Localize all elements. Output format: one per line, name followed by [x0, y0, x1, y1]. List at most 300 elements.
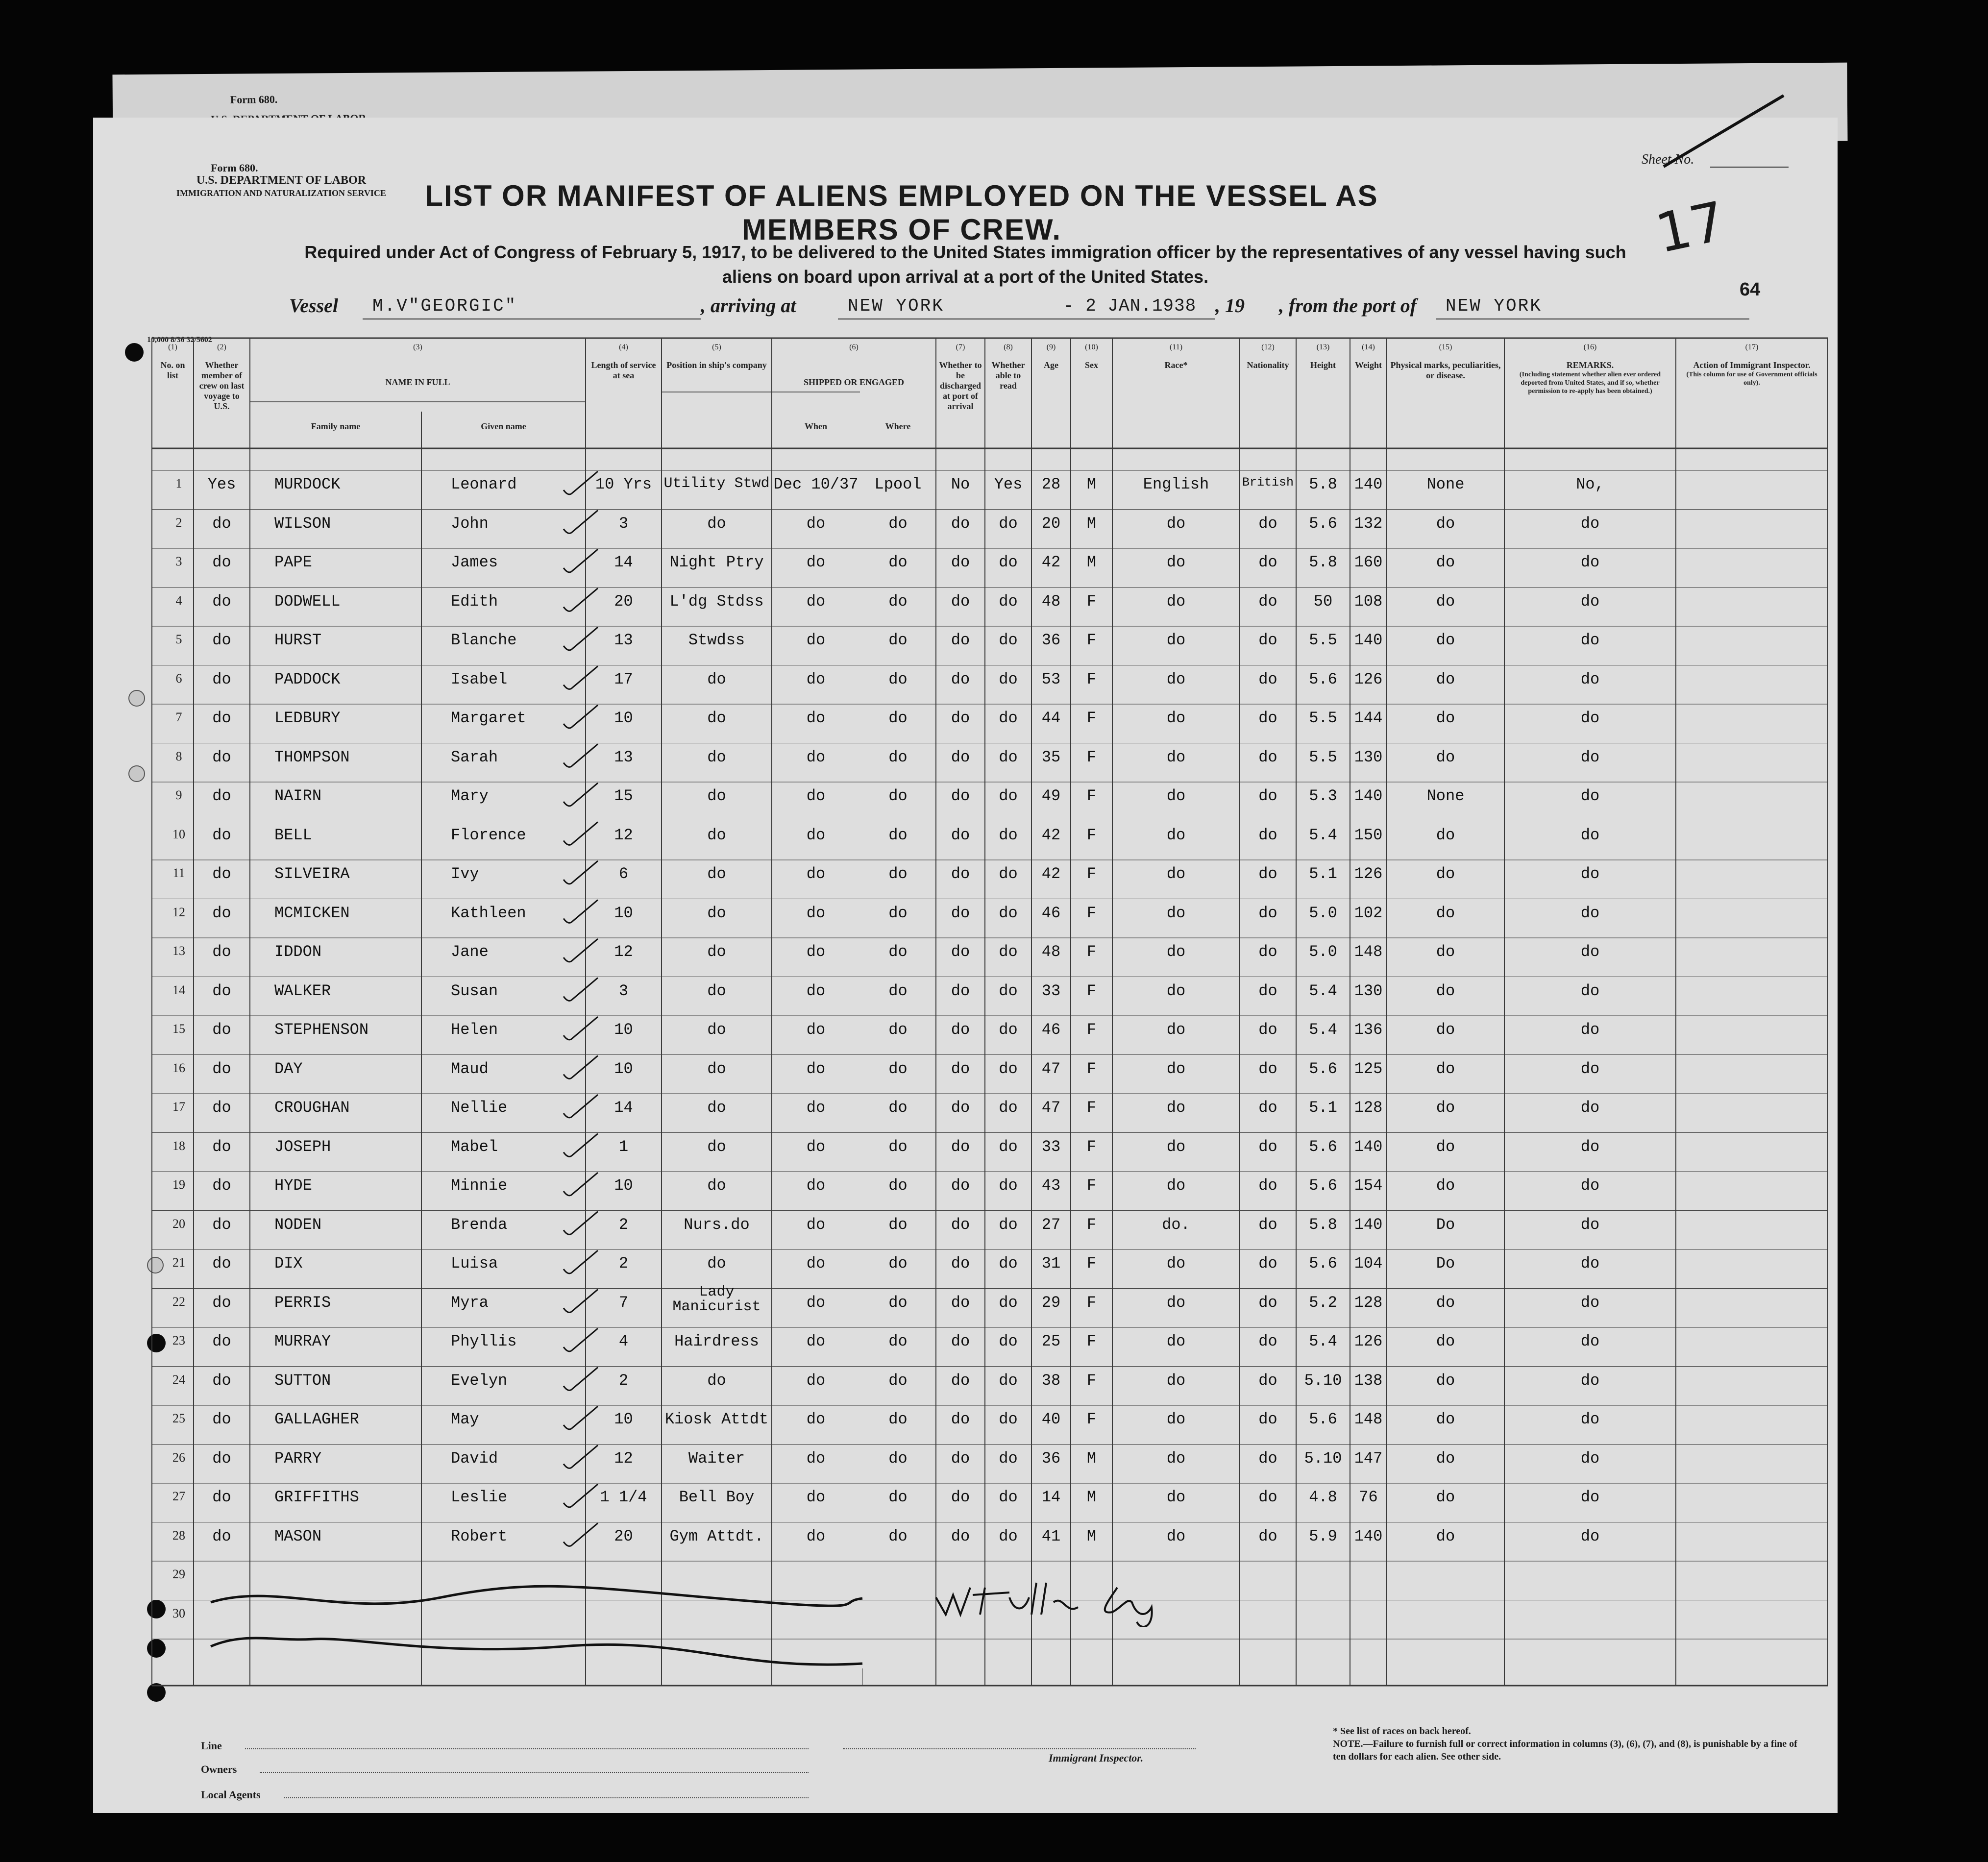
table-cell: do — [1166, 592, 1186, 611]
table-cell: do — [212, 865, 231, 883]
table-cell: do — [212, 1176, 231, 1195]
table-cell: do — [1258, 904, 1277, 922]
table-cell: THOMPSON — [274, 748, 350, 766]
table-cell: Myra — [451, 1293, 489, 1312]
table-cell: do — [999, 1527, 1018, 1545]
table-cell: L'dg Stdss — [669, 592, 764, 611]
row-number: 23 — [172, 1333, 185, 1348]
table-cell: 5.1 — [1309, 1099, 1337, 1117]
table-cell: do — [1258, 1332, 1277, 1350]
table-cell: 2 — [618, 1371, 629, 1390]
table-cell: do — [212, 1254, 231, 1273]
column-number: (1) — [168, 343, 177, 351]
arriving-at: NEW YORK — [848, 296, 944, 316]
table-cell: do — [1436, 1410, 1455, 1428]
table-cell: Ivy — [451, 865, 479, 883]
table-cell: NAIRN — [274, 787, 322, 805]
table-cell: do — [999, 514, 1018, 533]
table-cell: do — [1166, 943, 1186, 961]
table-cell: do — [1436, 670, 1455, 688]
table-cell: NODEN — [274, 1215, 322, 1234]
table-cell: do — [806, 631, 826, 649]
table-cell: do — [212, 670, 231, 688]
table-cell: 12 — [614, 826, 633, 844]
table-cell: do — [951, 1410, 970, 1428]
table-cell: F — [1086, 1059, 1097, 1078]
table-cell: do — [1166, 1371, 1186, 1390]
table-cell: do — [707, 787, 726, 805]
table-cell: 140 — [1354, 631, 1383, 649]
table-cell: do — [951, 709, 970, 727]
table-cell: do — [806, 748, 826, 766]
table-cell: do — [806, 981, 826, 1000]
table-cell: do — [1166, 1099, 1186, 1117]
footer-note-penalty: NOTE.—Failure to furnish full or correct information in columns (3), (6), (7), and (8), is punishable by a fine of ten dollars for each alien. See other side. — [1333, 1739, 1797, 1762]
table-cell: do — [1166, 787, 1186, 805]
table-cell: No, — [1576, 475, 1604, 493]
row-number: 6 — [175, 671, 182, 686]
table-cell: do — [212, 631, 231, 649]
table-cell: do — [212, 943, 231, 961]
table-cell: do — [888, 1021, 908, 1039]
table-cell: Isabel — [451, 670, 508, 688]
table-cell: 1 1/4 — [600, 1488, 647, 1506]
table-cell: do — [951, 1176, 970, 1195]
table-cell: 128 — [1354, 1293, 1383, 1312]
table-cell: do — [1166, 670, 1186, 688]
date-stamp: - 2 JAN.1938 — [1063, 296, 1197, 316]
column-header: Sex — [1085, 360, 1098, 370]
table-cell: MASON — [274, 1527, 322, 1545]
table-cell: do — [212, 1099, 231, 1117]
table-cell: HYDE — [274, 1176, 312, 1195]
table-cell: 10 — [614, 1021, 633, 1039]
table-cell: do — [951, 826, 970, 844]
table-cell: 147 — [1354, 1449, 1383, 1468]
table-cell: MURRAY — [274, 1332, 331, 1350]
vessel-name: M.V"GEORGIC" — [372, 296, 517, 316]
table-cell: do — [951, 1099, 970, 1117]
table-cell: do — [999, 1410, 1018, 1428]
table-cell: Lady Manicurist — [672, 1283, 761, 1315]
table-cell: do — [888, 1527, 908, 1545]
cancel-squiggle-29 — [211, 1586, 862, 1606]
table-cell: do — [707, 1371, 726, 1390]
table-cell: MURDOCK — [274, 475, 341, 493]
table-cell: do — [888, 553, 908, 571]
table-cell: 41 — [1041, 1527, 1061, 1545]
table-cell: do — [951, 1449, 970, 1468]
table-cell: GALLAGHER — [274, 1410, 359, 1428]
table-cell: PERRIS — [274, 1293, 331, 1312]
table-cell: do — [806, 514, 826, 533]
table-cell: do — [951, 1371, 970, 1390]
dept-line2: IMMIGRATION AND NATURALIZATION SERVICE — [176, 188, 386, 198]
table-cell: do — [1166, 1293, 1186, 1312]
table-cell: do — [999, 1449, 1018, 1468]
table-cell: do — [999, 787, 1018, 805]
table-cell: do — [1580, 1293, 1600, 1312]
table-cell: 43 — [1041, 1176, 1061, 1195]
table-cell: 140 — [1354, 475, 1383, 493]
table-cell: do — [212, 1332, 231, 1350]
table-cell: do — [1580, 981, 1600, 1000]
table-cell: 10 — [614, 1176, 633, 1195]
table-cell: Phyllis — [451, 1332, 517, 1350]
table-cell: do — [999, 1254, 1018, 1273]
column-header: Height — [1310, 360, 1336, 370]
table-cell: do — [1258, 865, 1277, 883]
table-cell: do — [806, 826, 826, 844]
table-cell: SILVEIRA — [274, 865, 350, 883]
table-cell: do — [951, 1215, 970, 1234]
table-cell: 5.1 — [1309, 865, 1337, 883]
table-cell: do — [1436, 826, 1455, 844]
table-cell: do — [999, 904, 1018, 922]
table-cell: DIX — [274, 1254, 303, 1273]
table-cell: do — [1436, 1021, 1455, 1039]
column-subheader: When — [804, 421, 827, 431]
table-cell: M — [1086, 1527, 1097, 1545]
column-number: (11) — [1169, 343, 1183, 351]
from-port: NEW YORK — [1446, 296, 1542, 316]
table-cell: do — [806, 1099, 826, 1117]
table-cell: 4 — [618, 1332, 629, 1350]
table-cell: do — [1580, 1410, 1600, 1428]
table-cell: do — [1166, 904, 1186, 922]
table-cell: 3 — [618, 514, 629, 533]
table-cell: do — [806, 865, 826, 883]
table-cell: Lpool — [874, 475, 922, 493]
column-subheader: Where — [885, 421, 911, 431]
table-cell: do — [999, 1099, 1018, 1117]
table-cell: 13 — [614, 631, 633, 649]
table-cell: F — [1086, 748, 1097, 766]
table-cell: do — [806, 1021, 826, 1039]
column-number: (4) — [619, 343, 628, 351]
table-cell: do — [1258, 631, 1277, 649]
row-number: 30 — [172, 1606, 185, 1620]
table-cell: 5.6 — [1309, 1176, 1337, 1195]
table-cell: do — [1258, 1137, 1277, 1156]
table-cell: do — [707, 826, 726, 844]
table-cell: Leonard — [451, 475, 517, 493]
table-cell: F — [1086, 670, 1097, 688]
row-number: 28 — [172, 1528, 185, 1543]
table-cell: do — [1436, 1332, 1455, 1350]
table-cell: 42 — [1041, 865, 1061, 883]
table-cell: do — [951, 748, 970, 766]
table-cell: 5.9 — [1309, 1527, 1337, 1545]
table-cell: F — [1086, 1332, 1097, 1350]
table-cell: do — [806, 1137, 826, 1156]
table-cell: do — [806, 1215, 826, 1234]
table-cell: do — [1436, 748, 1455, 766]
table-cell: do — [1166, 1176, 1186, 1195]
table-cell: do — [1580, 1488, 1600, 1506]
table-cell: do — [1258, 748, 1277, 766]
under-form-number: Form 680. — [230, 93, 278, 106]
table-cell: do — [888, 981, 908, 1000]
table-cell: do — [951, 1332, 970, 1350]
table-cell: do — [888, 631, 908, 649]
row-number: 29 — [172, 1567, 185, 1581]
table-cell: PADDOCK — [274, 670, 341, 688]
table-cell: 28 — [1041, 475, 1061, 493]
table-cell: F — [1086, 1215, 1097, 1234]
table-cell: do — [1436, 865, 1455, 883]
table-cell: do — [806, 787, 826, 805]
inspector-signature-line — [843, 1748, 1196, 1749]
table-cell: 20 — [1041, 514, 1061, 533]
table-cell: do — [1580, 943, 1600, 961]
table-cell: BELL — [274, 826, 312, 844]
footer-owners-label: Owners — [201, 1763, 237, 1775]
table-cell: 13 — [614, 748, 633, 766]
table-cell: 3 — [618, 981, 629, 1000]
table-cell: F — [1086, 865, 1097, 883]
table-cell: do — [888, 1293, 908, 1312]
table-cell: do — [888, 592, 908, 611]
table-cell: do — [888, 748, 908, 766]
table-cell: do — [951, 787, 970, 805]
table-cell: do — [1580, 904, 1600, 922]
table-cell: F — [1086, 709, 1097, 727]
table-cell: do — [888, 1410, 908, 1428]
footer-owners-field — [260, 1772, 809, 1773]
table-cell: John — [451, 514, 489, 533]
table-cell: 2 — [618, 1215, 629, 1234]
column-number: (7) — [956, 343, 965, 351]
table-cell: Luisa — [451, 1254, 498, 1273]
table-cell: do — [212, 1021, 231, 1039]
table-cell: do — [951, 1488, 970, 1506]
table-cell: 5.4 — [1309, 1021, 1337, 1039]
table-cell: CROUGHAN — [274, 1099, 350, 1117]
column-header: Nationality — [1247, 360, 1289, 370]
table-cell: do — [1258, 1099, 1277, 1117]
row-number: 10 — [172, 827, 185, 841]
table-cell: do — [999, 670, 1018, 688]
footer-agents-label: Local Agents — [201, 1788, 261, 1801]
column-subheader: Family name — [311, 421, 361, 431]
table-cell: 138 — [1354, 1371, 1383, 1390]
table-cell: Nellie — [451, 1099, 508, 1117]
table-cell: do — [1580, 553, 1600, 571]
table-cell: do — [707, 1254, 726, 1273]
table-cell: do — [806, 1410, 826, 1428]
table-cell: Yes — [994, 475, 1023, 493]
immigrant-inspector-label: Immigrant Inspector. — [1049, 1752, 1144, 1764]
table-cell: F — [1086, 1293, 1097, 1312]
table-cell: F — [1086, 592, 1097, 611]
table-cell: do — [1580, 1371, 1600, 1390]
table-cell: Do — [1436, 1215, 1455, 1234]
table-cell: do — [999, 1176, 1018, 1195]
table-cell: do — [1166, 981, 1186, 1000]
table-cell: do — [951, 981, 970, 1000]
column-number: (3) — [413, 343, 422, 351]
table-cell: do — [212, 553, 231, 571]
table-cell: do — [1436, 1099, 1455, 1117]
table-cell: SUTTON — [274, 1371, 331, 1390]
dept-line1: U.S. DEPARTMENT OF LABOR — [196, 174, 366, 187]
table-cell: do — [888, 865, 908, 883]
page-number: 64 — [1740, 279, 1761, 300]
column-number: (17) — [1745, 343, 1759, 351]
table-cell: 5.6 — [1309, 514, 1337, 533]
table-cell: May — [451, 1410, 479, 1428]
table-cell: do — [1258, 1059, 1277, 1078]
table-cell: 5.6 — [1309, 670, 1337, 688]
row-number: 21 — [172, 1255, 185, 1270]
table-cell: 29 — [1041, 1293, 1061, 1312]
column-header: SHIPPED OR ENGAGED — [803, 377, 905, 387]
table-cell: M — [1086, 1449, 1097, 1468]
table-cell: 25 — [1041, 1332, 1061, 1350]
table-cell: British — [1242, 475, 1294, 490]
table-cell: do — [1436, 1059, 1455, 1078]
row-number: 18 — [172, 1138, 185, 1153]
table-cell: 10 Yrs — [595, 475, 652, 493]
table-cell: do — [951, 1059, 970, 1078]
table-cell: do — [951, 631, 970, 649]
table-cell: 4.8 — [1309, 1488, 1337, 1506]
table-cell: 5.10 — [1304, 1371, 1342, 1390]
table-cell: 7 — [618, 1293, 629, 1312]
table-cell: 27 — [1041, 1215, 1061, 1234]
table-cell: Maud — [451, 1059, 489, 1078]
table-cell: do — [707, 748, 726, 766]
table-cell: do — [999, 709, 1018, 727]
table-cell: Margaret — [451, 709, 526, 727]
table-cell: do — [212, 826, 231, 844]
column-number: (5) — [712, 343, 721, 351]
table-cell: 136 — [1354, 1021, 1383, 1039]
table-cell: do — [1436, 1371, 1455, 1390]
table-cell: 14 — [614, 1099, 633, 1117]
table-cell: do — [951, 1254, 970, 1273]
table-cell: 36 — [1041, 631, 1061, 649]
inspector-signature — [931, 1568, 1166, 1627]
column-header: Action of Immigrant Inspector. (This column for use of Government officials only). — [1678, 360, 1826, 387]
table-cell: do — [212, 904, 231, 922]
table-cell: do — [212, 1293, 231, 1312]
table-cell: 5.8 — [1309, 475, 1337, 493]
table-cell: 130 — [1354, 981, 1383, 1000]
table-cell: do — [212, 1215, 231, 1234]
table-cell: F — [1086, 631, 1097, 649]
table-cell: do — [1258, 826, 1277, 844]
table-cell: do — [1580, 670, 1600, 688]
table-cell: do — [707, 865, 726, 883]
table-cell: do — [1166, 1021, 1186, 1039]
table-cell: F — [1086, 1021, 1097, 1039]
table-cell: do — [212, 981, 231, 1000]
table-cell: 102 — [1354, 904, 1383, 922]
table-cell: F — [1086, 1099, 1097, 1117]
table-cell: James — [451, 553, 498, 571]
table-cell: 10 — [614, 1059, 633, 1078]
table-cell: do — [1166, 709, 1186, 727]
table-cell: do — [212, 592, 231, 611]
table-cell: do — [1258, 1527, 1277, 1545]
table-cell: do — [1580, 787, 1600, 805]
table-cell: do — [1436, 592, 1455, 611]
footer-agents-field — [284, 1797, 809, 1798]
table-cell: do — [806, 1332, 826, 1350]
row-number: 9 — [175, 788, 182, 802]
table-cell: do — [888, 1449, 908, 1468]
table-cell: 1 — [618, 1137, 629, 1156]
table-cell: 17 — [614, 670, 633, 688]
from-label: , from the port of — [1279, 294, 1417, 317]
table-cell: do — [1258, 553, 1277, 571]
table-cell: do — [707, 1059, 726, 1078]
table-cell: F — [1086, 787, 1097, 805]
row-number: 3 — [175, 554, 182, 568]
table-cell: do — [1258, 1488, 1277, 1506]
table-cell: Kathleen — [451, 904, 526, 922]
sheet-number-label: Sheet No. — [1642, 152, 1694, 167]
table-cell: do — [212, 1059, 231, 1078]
table-cell: F — [1086, 1371, 1097, 1390]
table-cell: do — [806, 709, 826, 727]
table-cell: do — [1258, 670, 1277, 688]
table-cell: 48 — [1041, 592, 1061, 611]
footer-line-label: Line — [201, 1740, 222, 1752]
table-cell: do — [888, 904, 908, 922]
table-cell: Waiter — [688, 1449, 745, 1468]
table-cell: do — [1166, 553, 1186, 571]
row-number: 15 — [172, 1022, 185, 1036]
table-cell: F — [1086, 904, 1097, 922]
table-cell: Florence — [451, 826, 526, 844]
table-cell: do — [707, 1176, 726, 1195]
table-cell: Hairdress — [674, 1332, 759, 1350]
table-cell: DODWELL — [274, 592, 341, 611]
table-cell: do — [888, 1137, 908, 1156]
table-cell: 140 — [1354, 1215, 1383, 1234]
table-cell: do — [806, 1254, 826, 1273]
table-cell: do — [1580, 1137, 1600, 1156]
table-cell: do — [707, 514, 726, 533]
table-cell: do — [1166, 865, 1186, 883]
table-cell: do — [888, 1059, 908, 1078]
row-number: 22 — [172, 1294, 185, 1309]
handwritten-number: 17 — [1650, 189, 1731, 266]
table-cell: do — [1258, 1215, 1277, 1234]
table-cell: do — [707, 670, 726, 688]
table-cell: do — [951, 670, 970, 688]
table-cell: 104 — [1354, 1254, 1383, 1273]
table-cell: F — [1086, 1410, 1097, 1428]
table-cell: 5.0 — [1309, 943, 1337, 961]
table-cell: DAY — [274, 1059, 303, 1078]
table-cell: Leslie — [451, 1488, 508, 1506]
table-cell: do — [806, 904, 826, 922]
table-cell: do — [999, 1488, 1018, 1506]
column-number: (15) — [1439, 343, 1452, 351]
table-cell: 160 — [1354, 553, 1383, 571]
table-cell: do — [951, 553, 970, 571]
table-cell: do — [806, 1371, 826, 1390]
table-cell: do — [1580, 1332, 1600, 1350]
table-cell: do — [1258, 787, 1277, 805]
table-cell: do — [212, 1527, 231, 1545]
table-cell: do — [1166, 1488, 1186, 1506]
table-cell: Brenda — [451, 1215, 508, 1234]
